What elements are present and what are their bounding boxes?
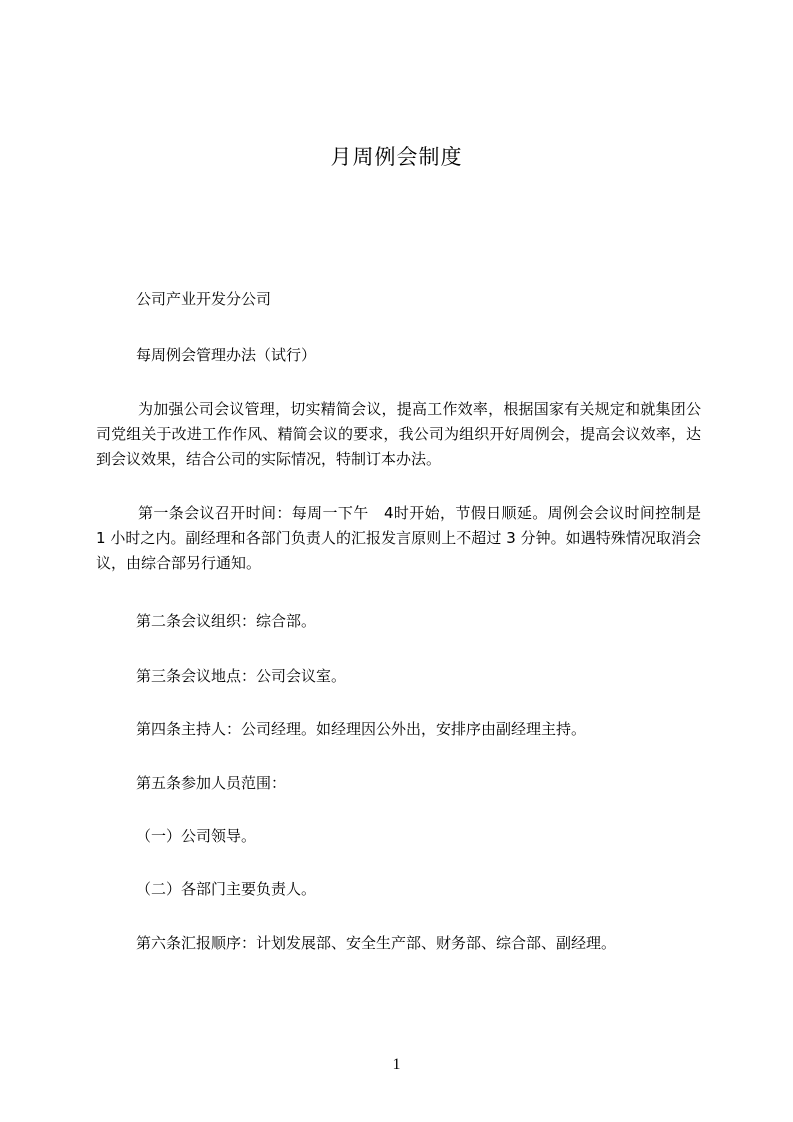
article-1: 第一条会议召开时间：每周一下午 4时开始，节假日顺延。周例会会议时间控制是 1 小时之内。副经理和各部门负责人的汇报发言原则上不超过 3 分钟。如遇特殊情况取消会议，由综合部另行通知。 <box>96 504 701 572</box>
article-5-item-2: （二）各部门主要负责人。 <box>136 880 317 898</box>
document-subtitle: 每周例会管理办法（试行） <box>136 346 317 364</box>
article-5: 第五条参加人员范围： <box>136 774 287 792</box>
intro-paragraph: 为加强公司会议管理，切实精简会议，提高工作效率，根据国家有关规定和就集团公司党组关于改进工作作风、精简会议的要求，我公司为组织开好周例会，提高会议效率，达到会议效果，结合公司的实际情况，特制订本办法。 <box>96 400 701 468</box>
article-5-item-1: （一）公司领导。 <box>136 827 257 845</box>
article-2: 第二条会议组织：综合部。 <box>136 612 317 630</box>
article-3: 第三条会议地点：公司会议室。 <box>136 667 347 685</box>
article-6: 第六条汇报顺序：计划发展部、安全生产部、财务部、综合部、副经理。 <box>136 934 617 952</box>
page-number: 1 <box>392 1056 401 1073</box>
article-4: 第四条主持人：公司经理。如经理因公外出，安排序由副经理主持。 <box>136 720 587 738</box>
page-title: 月周例会制度 <box>330 145 463 169</box>
company-name: 公司产业开发分公司 <box>136 290 272 308</box>
